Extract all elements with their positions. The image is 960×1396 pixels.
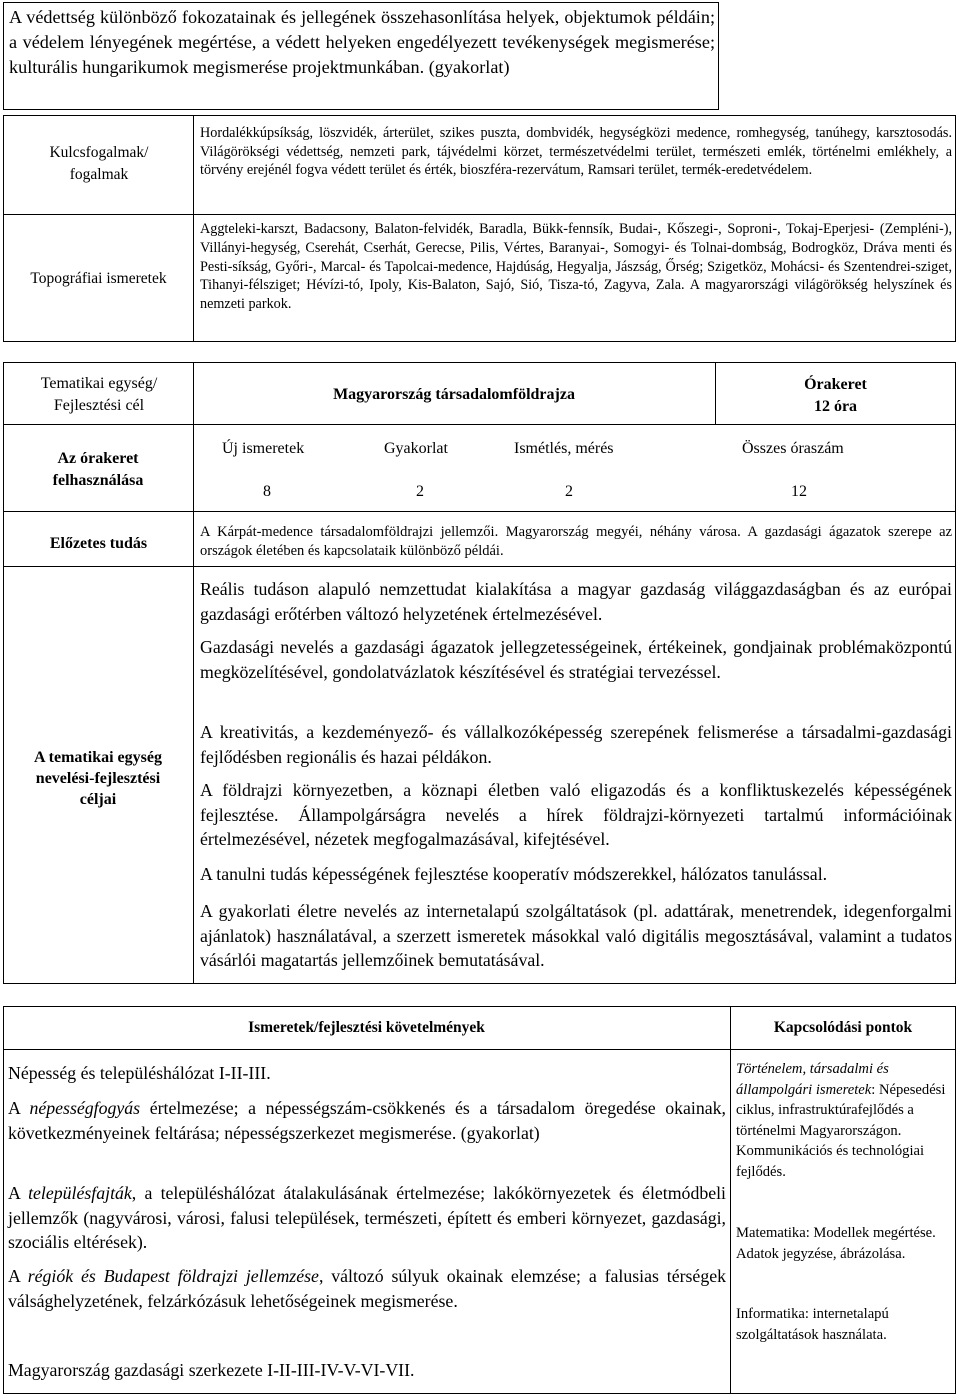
kapcsolodas-informatika: Informatika: internetalapú szolgáltatások használata. <box>736 1306 889 1343</box>
top-text-gyakorlat: (gyakorlat) <box>424 57 510 77</box>
hours-value-osszes: 12 <box>791 483 807 500</box>
table2-divider <box>193 362 194 984</box>
hours-header-osszes: Összes óraszám <box>742 440 844 457</box>
celjai-paragraph-6: A gyakorlati életre nevelés az internetalapú szolgáltatások (pl. adattárak, menetrendek, idegenforgalmi ajánlatok) használatával, a szerzett ismeretek másokkal való digitális megosztásával, valamint a tudatos vásárlói magatartás jellemzőinek bemutatásával. <box>200 901 952 970</box>
table3-header-divider <box>3 1049 956 1050</box>
kapcsolodasi-header: Kapcsolódási pontok <box>773 1019 913 1036</box>
term-regiok: régiók és Budapest földrajzi jellemzése <box>27 1266 319 1286</box>
table3-divider <box>730 1006 731 1394</box>
unit-title: Magyarország társadalomföldrajza <box>333 386 575 403</box>
paragraph-telepulesfajtak: A településfajták, a településhálózat átalakulásának értelmezése; lakókörnyezetek és életmódbeli jellemzők (nagyvárosi, városi, falusi települések, természeti, épített és emberi környezet, gazdasági, szociális eltérések). <box>8 1183 726 1252</box>
hours-header-gyakorlat: Gyakorlat <box>384 440 448 457</box>
top-text-main: A védettség különböző fokozatainak és jellegének összehasonlítása helyek, objektumok példáin; a védelem lényegének megértése, a védett helyeken engedélyezett tevékenységek megismerése; kulturális hungarikumok megismerése projektmunkában. <box>9 7 715 77</box>
term-nepessegfogyas: népességfogyás <box>29 1098 141 1118</box>
hours-header-ismetles: Ismétlés, mérés <box>514 440 614 457</box>
paragraph-nepessegfogyas: A népességfogyás értelmezése; a népességszám-csökkenés és a társadalom öregedése okainak, következményeinek feltárása; népességszerkezet megismerése. (gyakorlat) <box>8 1098 726 1143</box>
celjai-label: A tematikai egység nevelési-fejlesztési céljai <box>34 749 162 808</box>
table2-row2 <box>3 511 956 512</box>
orakeret-label: Órakeret <box>804 376 867 393</box>
kapcsolodas-tortenelem: Történelem, társadalmi és állampolgári ismeretek: Népesedési ciklus, infrastruktúrafejlődés a történelmi Magyarországon. Kommunikációs és technológiai fejlődés. <box>736 1061 946 1180</box>
hours-header-uj: Új ismeretek <box>222 440 305 457</box>
top-text <box>9 5 715 80</box>
orakeret-value: 12 óra <box>813 398 858 415</box>
hours-value-gyakorlat: 2 <box>416 483 424 500</box>
celjai-paragraph-4: A földrajzi környezetben, a köznapi életben való eligazodás és a konfliktuskezelés képességének fejlesztése. Állampolgárságra nevelés a hírek földrajzi-környezeti tartalmú információinak értelmezésével, nézetek megfogalmazásával, kifejtésével. <box>200 780 952 849</box>
hours-value-uj: 8 <box>263 483 271 500</box>
elozetes-text: A Kárpát-medence társadalomföldrajzi jellemzői. Magyarország megyéi, néhány városa. A gazdasági ágazatok szerepe az országok életében és kapcsolataik különböző példái. <box>200 524 952 559</box>
hours-value-ismetles: 2 <box>565 483 573 500</box>
topografiai-label: Topográfiai ismeretek <box>30 270 167 287</box>
celjai-paragraph-5: A tanulni tudás képességének fejlesztése kooperatív módszerekkel, hálózatos tanulással. <box>200 864 828 884</box>
kulcsfogalmak-text <box>200 124 952 180</box>
kulcsfogalmak-label: Kulcsfogalmak/ fogalmak <box>49 144 149 183</box>
table2-row3 <box>3 566 956 567</box>
celjai-paragraph-2: Gazdasági nevelés a gazdasági ágazatok jellegzetességeinek, értékeinek, gondjainak problémaközpontú megközelítésével, gondolatvázlatok készítésével és stratégiai tervezéssel. <box>200 637 952 682</box>
kapcsolodas-tortenelem-subject: Történelem, társadalmi és állampolgári ismeretek <box>736 1061 889 1098</box>
table2-row1 <box>3 424 956 425</box>
table2-divider-orakeret <box>715 362 716 424</box>
tematikai-label: Tematikai egység/ Fejlesztési cél <box>40 375 158 414</box>
celjai-paragraph-1: Reális tudáson alapuló nemzettudat kialakítása a magyar gazdaság világgazdaságban és az európai gazdasági erőtérben változó helyzetének értelmezésével. <box>200 579 952 624</box>
kulcsfogalmak-text-1: Hordalékkúpsíkság, löszvidék, árterület, szikes puszta, dombvidék, hegységközi medence, romhegység, tanúhegy, karsztosodás. <box>200 125 952 141</box>
term-telepulesfajtak: településfajták <box>28 1183 132 1203</box>
kovetelmenyek-header: Ismeretek/fejlesztési követelmények <box>248 1019 485 1036</box>
celjai-paragraph-3: A kreativitás, a kezdeményező- és vállalkozóképesség szerepének felismerése a társadalmi-gazdasági fejlődésben regionális és hazai példákon. <box>200 722 952 767</box>
elozetes-label: Előzetes tudás <box>49 535 148 552</box>
kulcsfogalmak-text-2: Világörökségi védettség, nemzeti park, tájvédelmi körzet, természetvédelmi terület, természeti emlék, történelmi emlékhely, a törvény erejénél fogva védett terület és érték, bioszféra-rezervátum, Ramsari terület, termék-eredetvédelem. <box>200 143 952 178</box>
felhasznalas-label: Az órakeret felhasználása <box>52 450 144 489</box>
table1-row-divider <box>3 214 956 215</box>
paragraph-regiok: A régiók és Budapest földrajzi jellemzése, változó súlyuk okainak elemzése; a falusias térségek válsághelyzetének, felzárkózásuk lehetőségeinek megismerése. <box>8 1266 726 1311</box>
section-gazdasagi-title: Magyarország gazdasági szerkezete I-II-III-IV-V-VI-VII. <box>8 1360 415 1380</box>
table1-divider <box>193 115 194 342</box>
kapcsolodas-matematika: Matematika: Modellek megértése. Adatok jegyzése, ábrázolása. <box>736 1225 936 1262</box>
section-nepesseg-title: Népesség és településhálózat I-II-III. <box>8 1063 271 1083</box>
topografiai-text: Aggteleki-karszt, Badacsony, Balaton-felvidék, Baradla, Bükk-fennsík, Budai-, Kőszegi-, Soproni-, Tokaj-Eperjesi- (Zempléni-), Villányi-hegység, Cserehát, Cserhát, Gerecse, Pilis, Vértes, Baranyai-, Somogyi- és Tolnai-dombság, Bodrogköz, Dráva menti és Pesti-síkság, Győri-, Marcal- és Tapolcai-medence, Hajdúság, Hegyalja, Jászság, Őrség; Szigetköz, Mohácsi- és Szentendrei-sziget, Tihanyi-félsziget; Hévízi-tó, Ipoly, Kis-Balaton, Sajó, Sió, Tisza-tó, Zagyva, Zala. A magyarországi világörökség helyszínek és nemzeti parkok. <box>200 221 952 313</box>
